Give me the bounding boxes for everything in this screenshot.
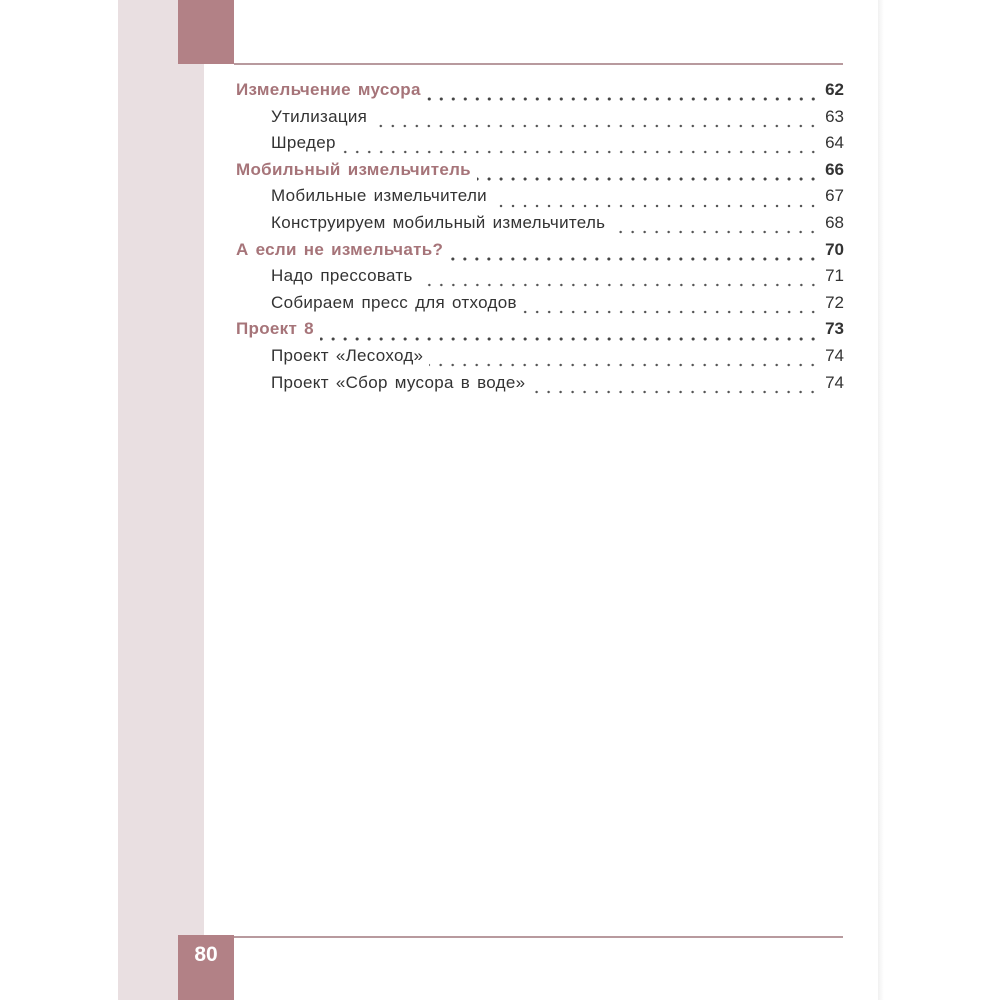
toc-row-section[interactable] xyxy=(236,346,844,373)
page-number: 80 xyxy=(194,943,218,966)
toc-entry-page: 71 xyxy=(825,266,844,286)
toc-entry-title: А если не измельчать? xyxy=(236,239,444,259)
toc-leader-dots xyxy=(493,204,819,208)
toc-entry-title: Проект «Сбор мусора в воде» xyxy=(271,372,526,392)
footer-rule xyxy=(234,936,843,938)
toc-entry-title: Конструируем мобильный измельчитель xyxy=(271,212,606,232)
header-color-block xyxy=(178,0,234,64)
toc-entry-page: 74 xyxy=(825,345,844,365)
toc-entry-title: Надо прессовать xyxy=(271,266,413,286)
toc-row-section[interactable] xyxy=(236,186,844,213)
toc-leader-dots xyxy=(373,124,819,128)
toc-leader-dots xyxy=(429,363,819,367)
header-rule xyxy=(234,63,843,65)
toc-entry-title: Мобильные измельчители xyxy=(271,186,487,206)
toc-leader-dots xyxy=(320,337,819,341)
toc-row-section[interactable] xyxy=(236,213,844,240)
toc-leader-dots xyxy=(427,97,819,101)
toc-entry-title: Проект 8 xyxy=(236,319,314,339)
table-of-contents xyxy=(236,80,844,399)
toc-entry-page: 67 xyxy=(825,186,844,206)
toc-row-chapter[interactable] xyxy=(236,240,844,267)
toc-leader-dots xyxy=(449,257,819,261)
toc-leader-dots xyxy=(477,177,819,181)
toc-row-chapter[interactable] xyxy=(236,80,844,107)
toc-entry-page: 70 xyxy=(825,239,844,259)
toc-entry-page: 72 xyxy=(825,292,844,312)
toc-row-section[interactable] xyxy=(236,373,844,400)
toc-row-chapter[interactable] xyxy=(236,319,844,346)
toc-leader-dots xyxy=(342,150,819,154)
toc-leader-dots xyxy=(611,230,819,234)
toc-row-section[interactable] xyxy=(236,133,844,160)
toc-entry-title: Утилизация xyxy=(271,106,368,126)
toc-leader-dots xyxy=(531,390,819,394)
page-edge-shadow xyxy=(878,0,884,1000)
toc-leader-dots xyxy=(419,283,819,287)
toc-entry-page: 63 xyxy=(825,106,844,126)
toc-entry-page: 64 xyxy=(825,133,844,153)
toc-row-section[interactable] xyxy=(236,293,844,320)
toc-entry-title: Шредер xyxy=(271,133,336,153)
toc-entry-page: 66 xyxy=(825,159,844,179)
toc-entry-title: Проект «Лесоход» xyxy=(271,345,424,365)
left-margin-band xyxy=(118,0,204,1000)
toc-row-chapter[interactable] xyxy=(236,160,844,187)
toc-entry-title: Собираем пресс для отходов xyxy=(271,292,517,312)
toc-entry-page: 74 xyxy=(825,372,844,392)
toc-entry-page: 68 xyxy=(825,212,844,232)
toc-entry-title: Измельчение мусора xyxy=(236,80,421,99)
toc-entry-page: 73 xyxy=(825,319,844,339)
toc-row-section[interactable] xyxy=(236,266,844,293)
toc-row-section[interactable] xyxy=(236,107,844,134)
toc-entry-page: 62 xyxy=(825,80,844,99)
toc-leader-dots xyxy=(523,310,819,314)
toc-entry-title: Мобильный измельчитель xyxy=(236,159,471,179)
